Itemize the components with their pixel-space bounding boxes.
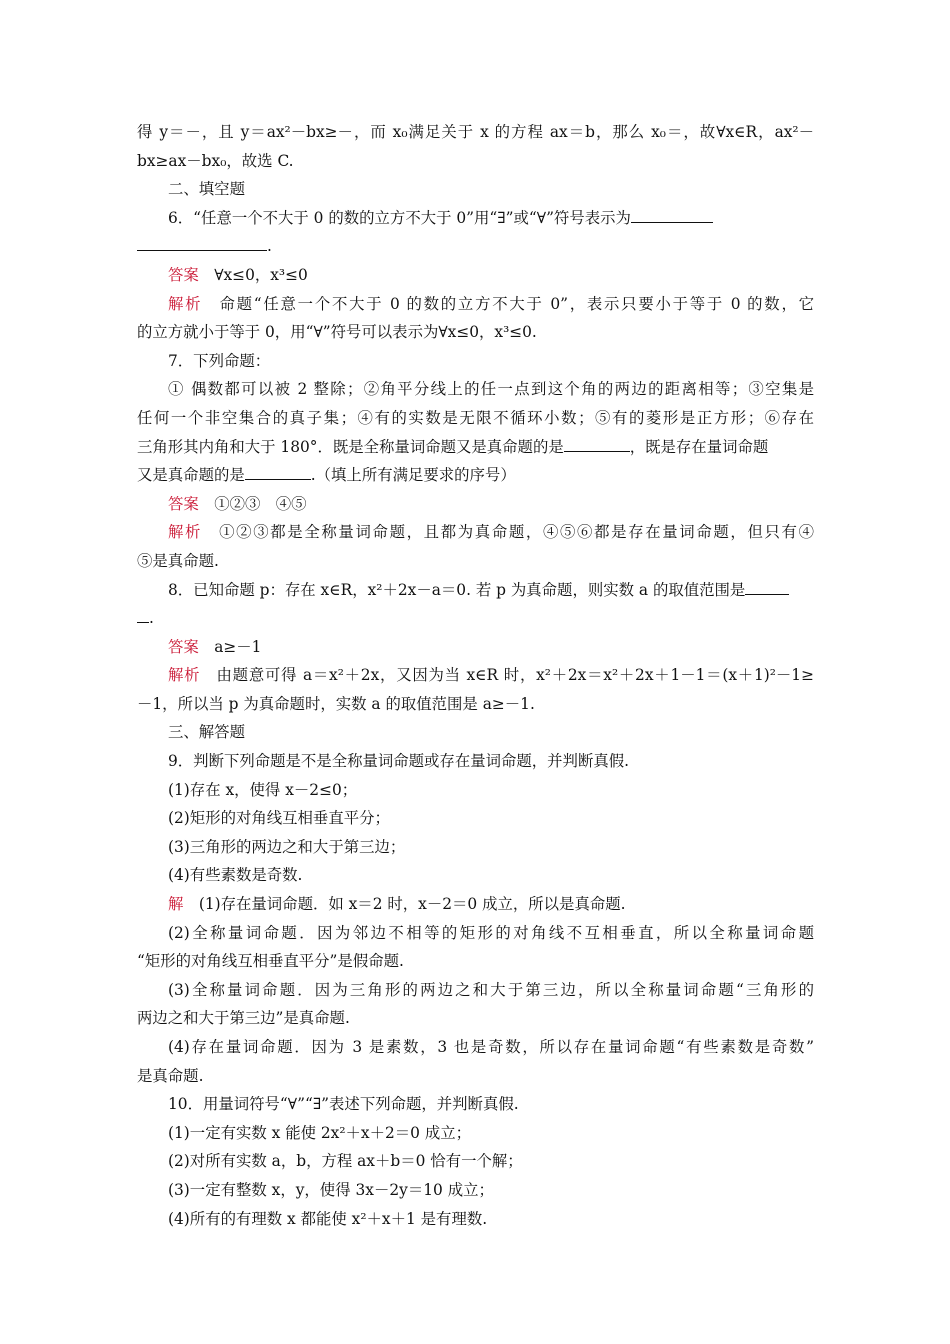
answer-blank [564, 436, 630, 452]
text-line: (2)全称量词命题．因为邻边不相等的矩形的对角线不互相垂直，所以全称量词命题 [168, 923, 814, 942]
sub-question: (1)一定有实数 x 能使 2x²＋x＋2＝0 成立； [168, 1123, 472, 1142]
sub-question: (1)存在 x，使得 x－2≤0； [168, 780, 358, 799]
answer-label: 答案 [168, 265, 199, 284]
answer-blank [745, 579, 789, 595]
section-heading: 三、解答题 [168, 723, 245, 742]
text-line: “矩形的对角线互相垂直平分”是假命题. [137, 952, 404, 971]
sub-question: (3)三角形的两边之和大于第三边； [168, 837, 406, 856]
solution-label: 解 [168, 895, 184, 914]
text-line: bx≥ax－bx₀，故选 C. [137, 151, 294, 170]
question-8: 8．已知命题 p：存在 x∈R，x²＋2x－a＝0. 若 p 为真命题，则实数 a 的取值范围是 [137, 576, 814, 605]
text-line: . [137, 604, 814, 633]
text-line: 又是真命题的是 .（填上所有满足要求的序号） [137, 466, 516, 485]
text-line: ⑤是真命题. [137, 551, 219, 570]
answer-label: 答案 [168, 637, 199, 656]
solution-line: 解 (1)存在量词命题．如 x＝2 时，x－2＝0 成立，所以是真命题. [168, 895, 626, 914]
analysis-label: 解析 [168, 666, 201, 685]
document-page [137, 118, 814, 1233]
text-line: 是真命题. [137, 1066, 204, 1085]
answer-blank [137, 235, 267, 251]
text-line: (3)全称量词命题．因为三角形的两边之和大于第三边，所以全称量词命题“三角形的 [168, 980, 814, 999]
analysis-label: 解析 [168, 294, 203, 313]
analysis-label: 解析 [168, 523, 203, 542]
text-line: 任何一个非空集合的真子集；④有的实数是无限不循环小数；⑤有的菱形是正方形；⑥存在 [137, 408, 814, 427]
analysis-line: 解析 命题“任意一个不大于 0 的数的立方不大于 0”，表示只要小于等于 0 的数，它 [168, 294, 814, 313]
text-line: . [137, 232, 814, 261]
sub-question: (2)矩形的对角线互相垂直平分； [168, 809, 390, 828]
sub-question: (2)对所有实数 a，b，方程 ax＋b＝0 恰有一个解； [168, 1152, 523, 1171]
analysis-line: 解析 ①②③都是全称量词命题，且都为真命题，④⑤⑥都是存在量词命题，但只有④ [168, 523, 814, 542]
text-line: ① 偶数都可以被 2 整除；②角平分线上的任一点到这个角的两边的距离相等；③空集是 [168, 380, 814, 399]
question-9: 9．判断下列命题是不是全称量词命题或存在量词命题，并判断真假. [168, 752, 630, 771]
question-7: 7．下列命题： [168, 351, 271, 370]
answer-blank [137, 607, 149, 623]
answer-line: 答案 a≥－1 [168, 637, 262, 656]
text-line: 三角形其内角和大于 180°．既是全称量词命题又是真命题的是 ，既是存在量词命题 [137, 437, 769, 456]
section-heading: 二、填空题 [168, 180, 245, 199]
text-line: 两边之和大于第三边”是真命题. [137, 1009, 350, 1028]
text-line: 的立方就小于等于 0，用“∀”符号可以表示为∀x≤0，x³≤0. [137, 323, 537, 342]
text-line: (4)存在量词命题．因为 3 是素数，3 也是奇数，所以存在量词命题“有些素数是奇数” [168, 1038, 814, 1056]
question-6: 6．“任意一个不大于 0 的数的立方不大于 0”用“∃”或“∀”符号表示为 [137, 204, 814, 233]
question-10: 10．用量词符号“∀”“∃”表述下列命题，并判断真假. [168, 1095, 519, 1114]
text-line: 得 y＝－，且 y＝ax²－bx≥－，而 x₀满足关于 x 的方程 ax＝b，那么 x₀＝，故∀x∈R，ax²－ [137, 123, 814, 141]
answer-line: 答案 ①②③ ④⑤ [168, 494, 307, 513]
answer-label: 答案 [168, 494, 199, 513]
sub-question: (3)一定有整数 x，y，使得 3x－2y＝10 成立； [168, 1180, 494, 1199]
answer-line: 答案 ∀x≤0，x³≤0 [168, 265, 308, 284]
answer-blank [245, 464, 311, 480]
sub-question: (4)有些素数是奇数. [168, 866, 303, 885]
analysis-line: 解析 由题意可得 a＝x²＋2x，又因为当 x∈R 时，x²＋2x＝x²＋2x＋1－1＝(x＋1)²－1≥ [168, 666, 814, 685]
text-line: －1，所以当 p 为真命题时，实数 a 的取值范围是 a≥－1. [137, 694, 535, 713]
sub-question: (4)所有的有理数 x 都能使 x²＋x＋1 是有理数. [168, 1209, 488, 1228]
answer-blank [631, 207, 713, 223]
